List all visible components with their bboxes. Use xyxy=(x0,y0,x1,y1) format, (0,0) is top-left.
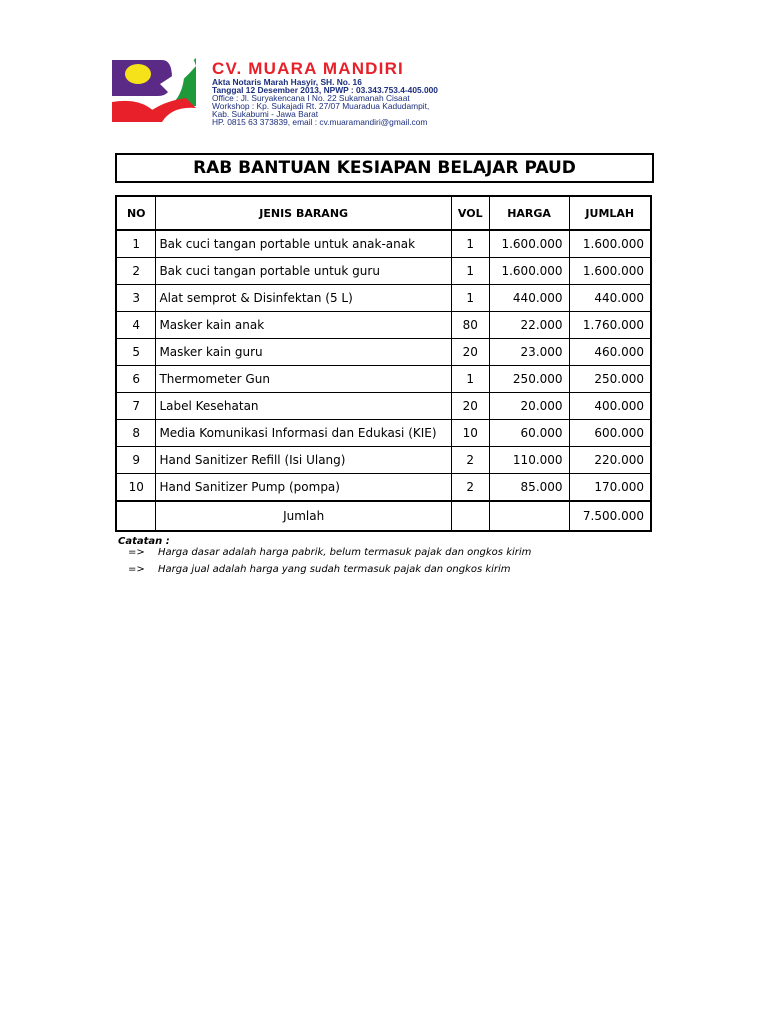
table-row xyxy=(116,447,651,474)
row-total: 400.000 xyxy=(569,393,651,420)
letterhead-region: Kab. Sukabumi - Jawa Barat xyxy=(212,109,319,119)
company-logo xyxy=(112,56,196,122)
row-no: 4 xyxy=(116,312,156,339)
row-item: Bak cuci tangan portable untuk guru xyxy=(156,258,451,285)
header-price: HARGA xyxy=(489,196,569,230)
row-item: Label Kesehatan xyxy=(156,393,451,420)
budget-table xyxy=(115,195,652,532)
footer-empty-price xyxy=(489,501,569,531)
row-vol: 1 xyxy=(451,258,489,285)
note-arrow: => xyxy=(128,564,145,575)
row-vol: 1 xyxy=(451,285,489,312)
row-price: 20.000 xyxy=(489,393,569,420)
row-item: Alat semprot & Disinfektan (5 L) xyxy=(156,285,451,312)
row-item: Masker kain anak xyxy=(156,312,451,339)
row-price: 110.000 xyxy=(489,447,569,474)
row-no: 3 xyxy=(116,285,156,312)
row-item: Bak cuci tangan portable untuk anak-anak xyxy=(156,230,451,258)
footer-empty-no xyxy=(116,501,156,531)
row-no: 5 xyxy=(116,339,156,366)
footer-empty-vol xyxy=(451,501,489,531)
row-vol: 1 xyxy=(451,366,489,393)
note-item xyxy=(118,547,532,564)
grand-total: 7.500.000 xyxy=(569,501,651,531)
letterhead xyxy=(112,56,472,128)
row-total: 220.000 xyxy=(569,447,651,474)
row-vol: 20 xyxy=(451,393,489,420)
note-text: Harga dasar adalah harga pabrik, belum termasuk pajak dan ongkos kirim xyxy=(158,547,532,558)
row-total: 460.000 xyxy=(569,339,651,366)
row-vol: 2 xyxy=(451,447,489,474)
row-no: 1 xyxy=(116,230,156,258)
row-price: 440.000 xyxy=(489,285,569,312)
row-no: 9 xyxy=(116,447,156,474)
row-price: 85.000 xyxy=(489,474,569,502)
row-item: Hand Sanitizer Pump (pompa) xyxy=(156,474,451,502)
row-vol: 80 xyxy=(451,312,489,339)
note-arrow: => xyxy=(128,547,145,558)
notes-list xyxy=(118,547,532,581)
letterhead-workshop: Workshop : Kp. Sukajadi Rt. 27/07 Muaradua Kadudampit, xyxy=(212,101,430,111)
table-row xyxy=(116,230,651,258)
note-text: Harga jual adalah harga yang sudah termasuk pajak dan ongkos kirim xyxy=(158,564,511,575)
table-row xyxy=(116,474,651,502)
company-name: CV. MUARA MANDIRI xyxy=(212,59,404,78)
table-row xyxy=(116,285,651,312)
row-total: 1.600.000 xyxy=(569,258,651,285)
letterhead-office: Office : Jl. Suryakencana I No. 22 Sukamanah Cisaat xyxy=(212,93,410,103)
row-no: 2 xyxy=(116,258,156,285)
row-no: 6 xyxy=(116,366,156,393)
document-title: RAB BANTUAN KESIAPAN BELAJAR PAUD xyxy=(115,153,654,183)
note-item xyxy=(118,564,511,581)
row-total: 440.000 xyxy=(569,285,651,312)
table-row xyxy=(116,393,651,420)
row-total: 250.000 xyxy=(569,366,651,393)
table-footer-row xyxy=(116,501,651,531)
header-vol: VOL xyxy=(451,196,489,230)
header-item: JENIS BARANG xyxy=(156,196,451,230)
row-item: Hand Sanitizer Refill (Isi Ulang) xyxy=(156,447,451,474)
row-no: 10 xyxy=(116,474,156,502)
header-no: NO xyxy=(116,196,156,230)
row-price: 60.000 xyxy=(489,420,569,447)
table-header-row xyxy=(116,196,651,230)
table-row xyxy=(116,258,651,285)
row-vol: 20 xyxy=(451,339,489,366)
row-total: 1.600.000 xyxy=(569,230,651,258)
row-no: 8 xyxy=(116,420,156,447)
footer-label: Jumlah xyxy=(156,501,451,531)
row-vol: 1 xyxy=(451,230,489,258)
table-row xyxy=(116,366,651,393)
row-price: 250.000 xyxy=(489,366,569,393)
row-item: Thermometer Gun xyxy=(156,366,451,393)
table-row xyxy=(116,420,651,447)
table-row xyxy=(116,339,651,366)
header-total: JUMLAH xyxy=(569,196,651,230)
letterhead-date-npwp: Tanggal 12 Desember 2013, NPWP : 03.343.753.4-405.000 xyxy=(212,85,438,95)
row-item: Media Komunikasi Informasi dan Edukasi (KIE) xyxy=(156,420,451,447)
letterhead-contact: HP. 0815 63 373839, email : cv.muaramandiri@gmail.com xyxy=(212,117,428,127)
row-price: 22.000 xyxy=(489,312,569,339)
row-total: 600.000 xyxy=(569,420,651,447)
table-row xyxy=(116,312,651,339)
notes-title: Catatan : xyxy=(118,536,170,547)
letterhead-notary: Akta Notaris Marah Hasyir, SH. No. 16 xyxy=(212,77,362,87)
row-price: 1.600.000 xyxy=(489,258,569,285)
row-item: Masker kain guru xyxy=(156,339,451,366)
row-no: 7 xyxy=(116,393,156,420)
row-total: 1.760.000 xyxy=(569,312,651,339)
notes-section xyxy=(118,536,532,581)
row-price: 23.000 xyxy=(489,339,569,366)
row-total: 170.000 xyxy=(569,474,651,502)
row-price: 1.600.000 xyxy=(489,230,569,258)
row-vol: 2 xyxy=(451,474,489,502)
row-vol: 10 xyxy=(451,420,489,447)
